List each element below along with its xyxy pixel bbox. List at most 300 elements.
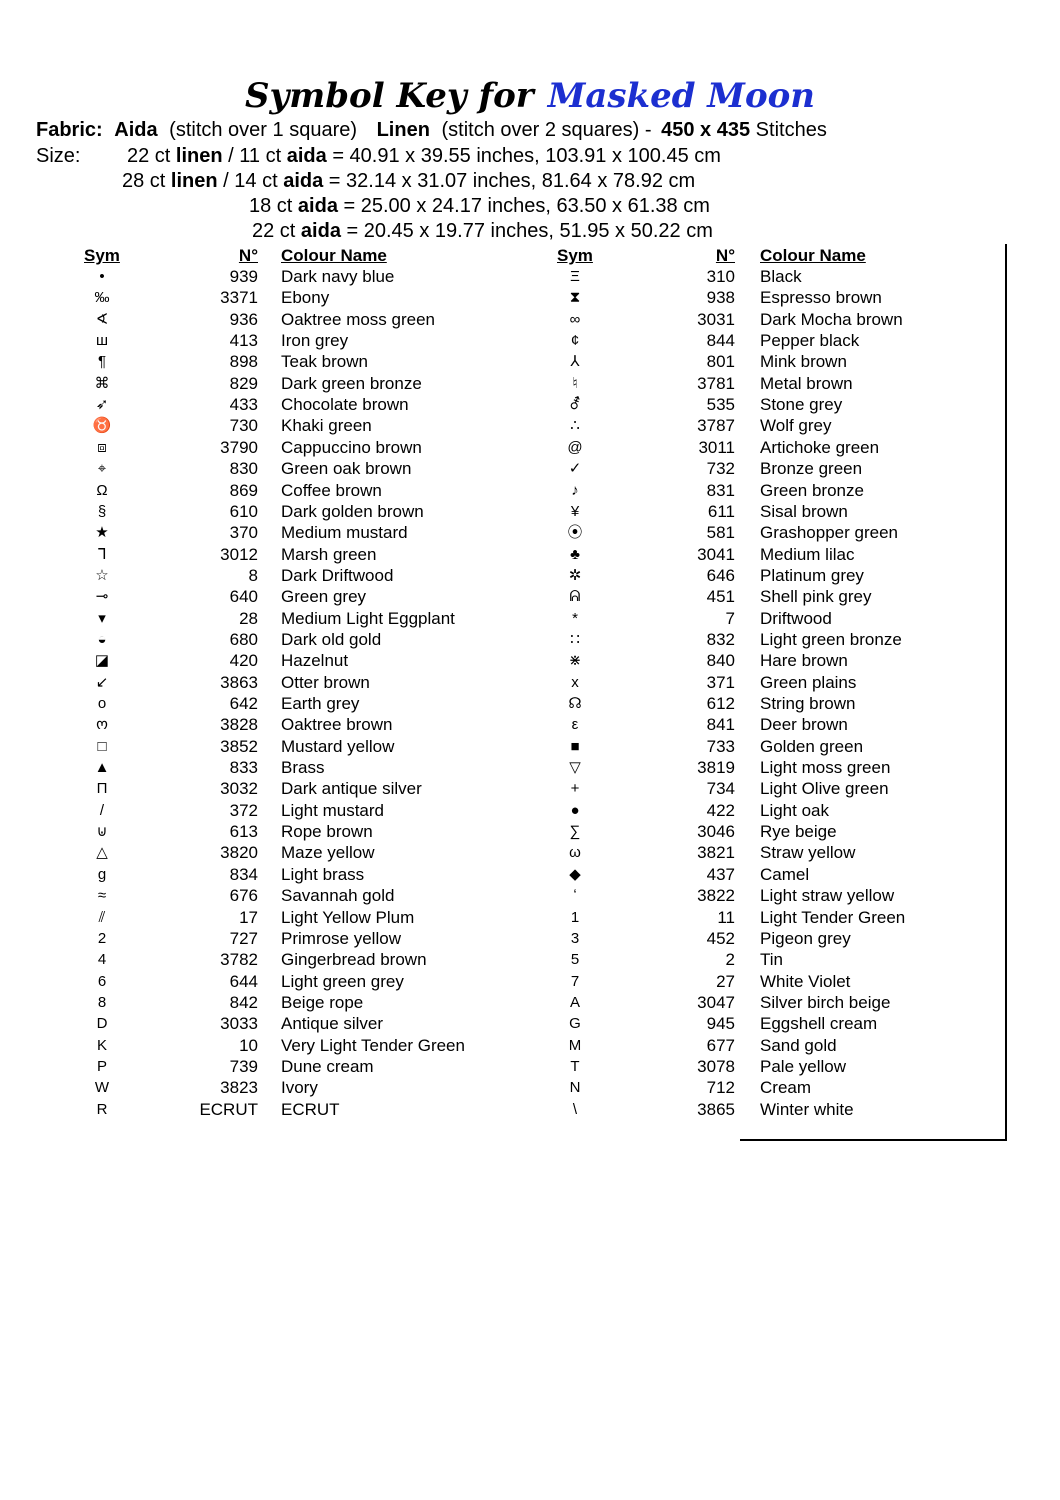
colour-number: 834	[229, 864, 258, 884]
colour-name: Pepper black	[760, 331, 860, 351]
size-line	[252, 220, 713, 243]
colour-number: 611	[707, 501, 735, 521]
colour-number: 452	[706, 928, 735, 948]
colour-name: Rye beige	[760, 822, 837, 842]
symbol-glyph: Ξ	[570, 268, 580, 285]
symbol-glyph: 2	[97, 929, 107, 947]
colour-name: Metal brown	[760, 373, 853, 393]
colour-number: 712	[706, 1078, 735, 1098]
colour-number: 734	[706, 779, 735, 799]
size-count: 18 ct	[249, 195, 293, 217]
colour-number: 3047	[697, 992, 735, 1012]
colour-name: ECRUT	[281, 1099, 340, 1119]
table-row	[0, 1099, 1060, 1120]
colour-number: 3819	[697, 758, 735, 778]
table-row	[0, 1035, 1060, 1056]
colour-number: 420	[229, 651, 258, 671]
symbol-glyph: g	[97, 865, 107, 883]
colour-name: Marsh green	[281, 544, 377, 564]
table-row	[0, 608, 1060, 629]
colour-number: 413	[229, 331, 258, 351]
colour-number: 676	[229, 886, 258, 906]
symbol-glyph: 6	[97, 972, 107, 990]
symbol-glyph: ◒	[97, 630, 107, 648]
colour-name: Green plains	[760, 672, 857, 692]
colour-name: Sand gold	[760, 1035, 837, 1055]
colour-name: Oaktree brown	[281, 715, 393, 735]
table-row	[0, 864, 1060, 885]
colour-number: 829	[229, 373, 258, 393]
colour-number: 3781	[697, 373, 735, 393]
pattern-name: Masked Moon	[547, 76, 816, 116]
colour-number: 581	[706, 523, 735, 543]
table-row	[0, 650, 1060, 671]
colour-name: Cappuccino brown	[281, 437, 422, 457]
colour-name: White Violet	[760, 971, 851, 991]
colour-number: 3012	[220, 544, 258, 564]
symbol-glyph: ᒣ	[97, 545, 107, 563]
colour-name: Light mustard	[281, 800, 384, 820]
symbol-glyph: ∴	[570, 417, 580, 435]
colour-number: 677	[706, 1035, 735, 1055]
colour-name: Camel	[760, 864, 810, 884]
symbol-glyph: ∑	[569, 823, 581, 841]
table-row	[0, 586, 1060, 607]
symbol-glyph: M	[568, 1036, 582, 1054]
colour-number: 938	[706, 288, 735, 308]
table-row	[0, 1056, 1060, 1077]
table-row	[0, 992, 1060, 1013]
colour-name: Dark old gold	[281, 629, 382, 649]
fabric-label: Fabric:	[36, 119, 103, 141]
title-main: Symbol Key for	[244, 76, 534, 116]
colour-name: Light brass	[281, 864, 365, 884]
colour-name: Light green bronze	[760, 629, 902, 649]
stitch-count-word: Stitches	[755, 119, 827, 141]
symbol-glyph: ‰	[94, 289, 110, 307]
symbol-glyph: ■	[570, 737, 580, 755]
colour-name: Medium mustard	[281, 523, 408, 543]
colour-name: String brown	[760, 694, 856, 713]
colour-name: Light moss green	[760, 758, 891, 778]
colour-name: Chocolate brown	[281, 395, 409, 415]
colour-name: Green oak brown	[281, 459, 412, 479]
table-row	[0, 415, 1060, 436]
symbol-glyph: ⦿	[567, 524, 583, 542]
size-fabric-aida: aida	[300, 220, 341, 242]
symbol-glyph: □	[97, 737, 107, 755]
table-row	[0, 821, 1060, 842]
table-row	[0, 501, 1060, 522]
colour-number: 869	[229, 480, 258, 500]
colour-number: 844	[706, 331, 735, 351]
colour-name: Rope brown	[281, 822, 373, 842]
fabric-line	[36, 119, 827, 142]
colour-name: Hazelnut	[281, 651, 349, 671]
table-row	[0, 778, 1060, 799]
symbol-glyph: A	[569, 993, 580, 1011]
symbol-glyph: ¥	[570, 502, 580, 520]
colour-number: 433	[229, 395, 258, 415]
colour-number: 3031	[697, 309, 735, 329]
colour-number: 898	[229, 352, 258, 372]
header-sym-right: Sym	[557, 246, 593, 265]
table-row	[0, 1077, 1060, 1098]
symbol-glyph: ∢	[95, 310, 109, 328]
colour-name: Espresso brown	[760, 288, 882, 308]
colour-number: 3371	[220, 288, 258, 308]
table-row	[0, 736, 1060, 757]
fabric-linen: Linen	[376, 119, 430, 141]
symbol-glyph: •	[99, 268, 105, 285]
table-row	[0, 544, 1060, 565]
colour-number: 17	[239, 907, 258, 927]
symbol-glyph: ო	[96, 716, 108, 734]
colour-number: 3828	[220, 715, 258, 735]
table-row	[0, 800, 1060, 821]
fabric-aida: Aida	[114, 119, 158, 141]
colour-number: 830	[229, 459, 258, 479]
symbol-glyph: ʻ	[573, 887, 577, 905]
symbol-glyph: ¶	[97, 353, 107, 371]
colour-name: Mink brown	[760, 352, 847, 372]
colour-number: 535	[706, 395, 735, 415]
size-count-alt: / 14 ct	[223, 170, 278, 192]
colour-name: Light oak	[760, 800, 829, 820]
symbol-glyph: T	[570, 1057, 580, 1075]
colour-number: 842	[229, 992, 258, 1012]
colour-number: 3852	[220, 736, 258, 756]
colour-number: 644	[229, 971, 258, 991]
symbol-glyph: ◆	[569, 865, 581, 883]
colour-number: 422	[706, 800, 735, 820]
colour-number: 451	[706, 587, 735, 607]
colour-number: 739	[229, 1056, 258, 1076]
colour-name: Golden green	[760, 736, 864, 756]
header-num-right: N°	[715, 246, 735, 265]
symbol-glyph: ⌘	[94, 374, 110, 392]
symbol-glyph: \	[572, 1100, 578, 1118]
size-fabric-linen: linen	[175, 145, 223, 167]
colour-number: 612	[706, 694, 735, 713]
symbol-glyph: 3	[570, 929, 580, 947]
fabric-aida-note: (stitch over 1 square)	[169, 119, 358, 141]
stitch-count: 450 x 435	[661, 119, 751, 141]
colour-name: Light Olive green	[760, 779, 889, 799]
size-count: 22 ct	[252, 220, 296, 242]
colour-name: Oaktree moss green	[281, 309, 436, 329]
size-label: Size:	[36, 145, 81, 167]
symbol-glyph: ↙	[95, 673, 109, 691]
colour-name: Green grey	[281, 587, 367, 607]
symbol-glyph: ⧗	[569, 289, 581, 307]
colour-name: Medium lilac	[760, 544, 855, 564]
colour-number: 727	[229, 928, 258, 948]
table-row	[0, 309, 1060, 330]
symbol-glyph: /	[99, 801, 105, 819]
colour-name: Dune cream	[281, 1056, 374, 1076]
colour-name: Sisal brown	[760, 501, 848, 521]
colour-name: Bronze green	[760, 459, 863, 479]
colour-name: Ebony	[281, 288, 330, 308]
symbol-glyph: ≈	[97, 887, 107, 905]
symbol-glyph: *	[572, 609, 578, 627]
symbol-glyph: 1	[570, 908, 580, 926]
colour-number: 832	[706, 629, 735, 649]
colour-name: Wolf grey	[760, 416, 832, 436]
colour-number: 28	[239, 608, 258, 628]
colour-name: Mustard yellow	[281, 736, 395, 756]
colour-number: 3790	[220, 437, 258, 457]
colour-number: 831	[706, 480, 735, 500]
colour-name: Dark golden brown	[281, 501, 424, 521]
colour-number: 613	[229, 822, 258, 842]
table-row	[0, 672, 1060, 693]
colour-name: Light Yellow Plum	[281, 907, 415, 927]
colour-number: 3865	[697, 1099, 735, 1119]
colour-number: 3011	[698, 437, 735, 457]
size-count: 22 ct	[127, 145, 171, 167]
colour-name: Dark navy blue	[281, 267, 395, 286]
colour-name: Grashopper green	[760, 523, 898, 543]
colour-number: 27	[716, 971, 735, 991]
table-row	[0, 373, 1060, 394]
header-name-left: Colour Name	[281, 246, 387, 265]
size-fabric-linen: linen	[170, 170, 218, 192]
symbol-glyph: §	[97, 502, 107, 520]
symbol-glyph: ⧈	[97, 438, 107, 456]
colour-number: 3823	[220, 1078, 258, 1098]
colour-number: 3033	[220, 1014, 258, 1034]
colour-number: 640	[229, 587, 258, 607]
table-row	[0, 458, 1060, 479]
colour-name: Gingerbread brown	[281, 950, 427, 970]
symbol-glyph: Π	[96, 780, 108, 798]
symbol-glyph: ᕱ	[569, 588, 581, 606]
colour-name: Dark Driftwood	[281, 565, 394, 585]
table-row	[0, 437, 1060, 458]
colour-name: Medium Light Eggplant	[281, 608, 455, 628]
colour-name: Black	[760, 267, 802, 286]
symbol-glyph: ∞	[569, 310, 581, 328]
header-num-left: N°	[238, 246, 258, 265]
table-bottom-border	[740, 1139, 1007, 1141]
colour-name: Dark Mocha brown	[760, 309, 903, 329]
symbol-glyph: ⅄	[570, 353, 580, 371]
colour-name: Savannah gold	[281, 886, 395, 906]
size-fabric-aida: aida	[283, 170, 324, 192]
colour-number: 3782	[220, 950, 258, 970]
colour-number: 3032	[220, 779, 258, 799]
colour-name: Very Light Tender Green	[281, 1035, 465, 1055]
size-count-alt: / 11 ct	[228, 145, 282, 167]
colour-name: Otter brown	[281, 672, 370, 692]
colour-number: 939	[229, 267, 258, 286]
symbol-glyph: ⊸	[95, 588, 109, 606]
symbol-glyph: o	[97, 695, 107, 712]
symbol-glyph: ⋇	[568, 652, 582, 670]
header-sym-left: Sym	[84, 246, 120, 265]
symbol-glyph: +	[570, 780, 580, 798]
colour-number: 8	[248, 565, 258, 585]
colour-number: 310	[706, 267, 735, 286]
colour-number: 936	[229, 309, 258, 329]
symbol-glyph: ✓	[568, 460, 582, 478]
colour-number: 3787	[697, 416, 735, 436]
table-row	[0, 394, 1060, 415]
colour-number: 3041	[697, 544, 735, 564]
symbol-glyph: N	[569, 1079, 581, 1097]
symbol-glyph: ⌖	[97, 460, 107, 478]
document-title	[0, 76, 1060, 116]
colour-name: Light Tender Green	[760, 907, 906, 927]
symbol-glyph: D	[96, 1015, 108, 1033]
symbol-glyph: ☆	[95, 566, 109, 584]
colour-name: Light straw yellow	[760, 886, 895, 906]
symbol-glyph: ▲	[94, 759, 110, 777]
colour-name: Platinum grey	[760, 565, 864, 585]
symbol-glyph: ∷	[570, 630, 580, 648]
table-row	[0, 714, 1060, 735]
symbol-glyph: @	[567, 438, 583, 456]
colour-name: Pigeon grey	[760, 928, 851, 948]
symbol-glyph: 8	[97, 993, 107, 1011]
symbol-glyph: ш	[95, 332, 109, 350]
colour-name: Cream	[760, 1078, 812, 1098]
colour-number: 10	[239, 1035, 258, 1055]
symbol-glyph: ⚦	[568, 396, 582, 414]
symbol-glyph: △	[96, 844, 108, 862]
symbol-glyph: ⊍	[96, 823, 108, 841]
colour-number: 610	[229, 501, 258, 521]
colour-name: Maze yellow	[281, 843, 375, 863]
colour-number: 11	[717, 907, 735, 927]
colour-number: 840	[706, 651, 735, 671]
table-row	[0, 693, 1060, 714]
symbol-glyph: P	[96, 1057, 107, 1075]
colour-number: 833	[229, 758, 258, 778]
table-row	[0, 266, 1060, 287]
symbol-glyph: W	[94, 1079, 110, 1097]
table-row	[0, 842, 1060, 863]
table-row	[0, 629, 1060, 650]
symbol-glyph: ☊	[568, 695, 582, 712]
colour-name: Straw yellow	[760, 843, 856, 863]
table-row	[0, 949, 1060, 970]
symbol-glyph: ⫽	[98, 908, 106, 926]
table-row	[0, 480, 1060, 501]
colour-number: 680	[229, 629, 258, 649]
symbol-glyph: ♮	[572, 374, 578, 392]
table-row	[0, 565, 1060, 586]
colour-name: Coffee brown	[281, 480, 382, 500]
colour-name: Hare brown	[760, 651, 848, 671]
table-right-border	[1005, 244, 1007, 1141]
colour-name: Pale yellow	[760, 1056, 846, 1076]
symbol-glyph: ♣	[570, 545, 580, 563]
colour-number: 3863	[220, 672, 258, 692]
symbol-glyph: ¢	[570, 332, 580, 350]
colour-name: Antique silver	[281, 1014, 384, 1034]
colour-number: 801	[706, 352, 735, 372]
colour-number: 732	[706, 459, 735, 479]
colour-name: Earth grey	[281, 694, 360, 713]
colour-name: Shell pink grey	[760, 587, 872, 607]
colour-number: 642	[229, 694, 258, 713]
colour-number: 646	[706, 565, 735, 585]
colour-name: Deer brown	[760, 715, 848, 735]
symbol-glyph: ω	[569, 844, 581, 862]
symbol-glyph: ▽	[569, 759, 581, 777]
colour-name: Driftwood	[760, 608, 832, 628]
table-row	[0, 928, 1060, 949]
symbol-glyph: ▾	[98, 609, 106, 627]
size-dimensions: = 25.00 x 24.17 inches, 63.50 x 61.38 cm	[343, 195, 710, 217]
colour-name: Khaki green	[281, 416, 372, 436]
size-dimensions: = 20.45 x 19.77 inches, 51.95 x 50.22 cm	[346, 220, 713, 242]
colour-name: Brass	[281, 758, 325, 778]
colour-name: Silver birch beige	[760, 992, 891, 1012]
colour-number: 2	[725, 950, 735, 970]
colour-number: 3821	[697, 843, 735, 863]
table-row	[0, 330, 1060, 351]
symbol-glyph: 4	[97, 951, 107, 969]
symbol-glyph: ●	[570, 801, 580, 819]
size-line	[122, 170, 695, 193]
symbol-glyph: 7	[570, 972, 580, 990]
table-row	[0, 287, 1060, 308]
colour-name: Stone grey	[760, 395, 843, 415]
table-row	[0, 907, 1060, 928]
colour-number: 841	[706, 715, 735, 735]
size-fabric-aida: aida	[297, 195, 338, 217]
table-row	[0, 1013, 1060, 1034]
header-name-right: Colour Name	[760, 246, 866, 265]
colour-number: 3822	[697, 886, 735, 906]
table-row	[0, 757, 1060, 778]
colour-number: 3078	[697, 1056, 735, 1076]
table-row	[0, 971, 1060, 992]
colour-name: Winter white	[760, 1099, 854, 1119]
colour-number: 730	[229, 416, 258, 436]
size-fabric-aida: aida	[286, 145, 327, 167]
colour-number: 370	[229, 523, 258, 543]
colour-number: 945	[706, 1014, 735, 1034]
size-line	[249, 195, 710, 218]
symbol-glyph: ♪	[571, 481, 579, 499]
colour-number: 733	[706, 736, 735, 756]
colour-name: Tin	[760, 950, 783, 970]
colour-name: Artichoke green	[760, 437, 880, 457]
symbol-glyph: ✲	[568, 566, 582, 584]
size-dimensions: = 40.91 x 39.55 inches, 103.91 x 100.45 cm	[332, 145, 721, 167]
symbol-glyph: ★	[95, 524, 109, 542]
symbol-glyph: x	[571, 673, 579, 691]
colour-number: 3046	[697, 822, 735, 842]
symbol-glyph: ➶	[95, 396, 109, 414]
colour-name: Green bronze	[760, 480, 864, 500]
symbol-glyph: ◪	[94, 652, 110, 670]
colour-name: Beige rope	[281, 992, 364, 1012]
size-dimensions: = 32.14 x 31.07 inches, 81.64 x 78.92 cm	[328, 170, 696, 192]
symbol-glyph: ε	[571, 716, 579, 734]
size-line	[127, 145, 721, 168]
colour-number: ECRUT	[199, 1099, 258, 1119]
colour-number: 372	[229, 800, 258, 820]
size-count: 28 ct	[122, 170, 166, 192]
symbol-glyph: ♉	[92, 417, 112, 435]
symbol-glyph: 5	[570, 951, 580, 969]
